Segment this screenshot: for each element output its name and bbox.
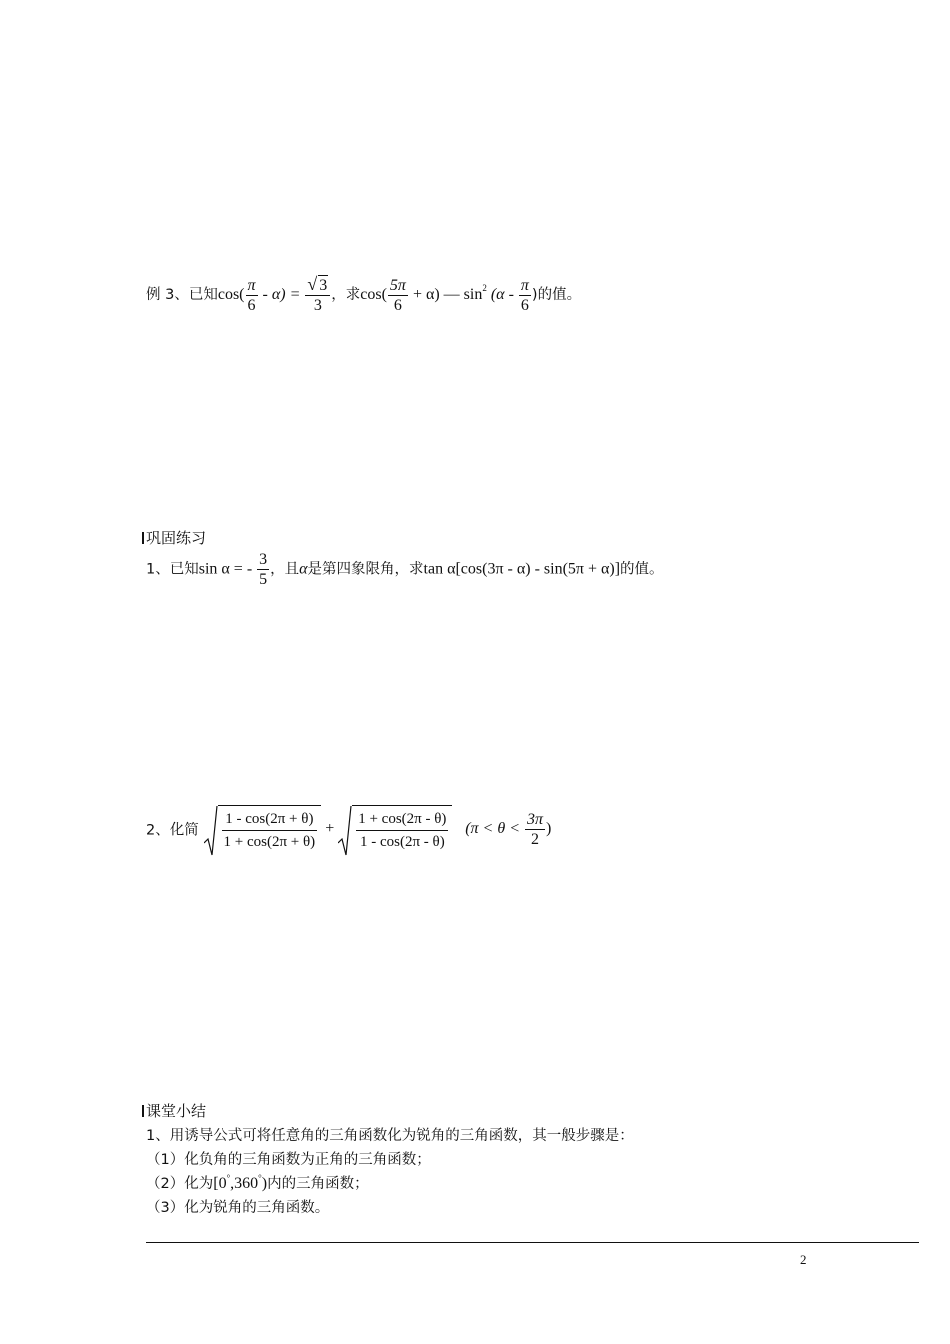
fraction-5pi-over-6: $\frac{5\pi}{6}$ (389, 276, 406, 314)
radical-1 (204, 805, 322, 853)
footer-rule (146, 1242, 919, 1243)
example-3 (146, 275, 581, 315)
summary-step-1: （1）化负角的三角函数为正角的三角函数； (146, 1152, 431, 1168)
cos2-prefix: cos( (360, 286, 387, 303)
sin-exponent: 2 (482, 283, 487, 293)
plus-alpha-sin: + α) — sin (408, 286, 483, 303)
q2-plus: + (321, 820, 339, 837)
practice-title: 巩固练习 (146, 529, 207, 547)
q1-mid: ，且 (270, 561, 300, 578)
fraction-pi-over-6: $\frac{\pi}{6}$ (247, 276, 256, 314)
summary-line-1: 1、用诱导公式可将任意角的三角函数化为锐角的三角函数，其一般步骤是： (146, 1128, 634, 1144)
radical-2-fraction: $\frac{1 + \cos(2\pi - \theta)}{1 - \cos(2\pi - \theta)}$ (356, 808, 448, 853)
q1-expression: tan α[cos(3π - α) - sin(5π + α)] (423, 560, 621, 578)
heading-marker (142, 532, 144, 544)
q2-label: 2、化简 (146, 822, 199, 839)
summary-title: 课堂小结 (146, 1102, 207, 1120)
example-3-tail: )的值。 (531, 287, 582, 303)
q1-mid2: 是第四象限角，求 (307, 561, 424, 578)
cos-prefix: cos( (217, 286, 245, 303)
radical-2 (338, 805, 452, 853)
step-2-suffix: 内的三角函数； (267, 1176, 369, 1192)
step-2-prefix: （2）化为 (146, 1176, 214, 1192)
q1-tail: 的值。 (620, 561, 664, 578)
q1-label: 1、已知 (146, 561, 199, 578)
q2-condition-open: (π < θ < (465, 820, 524, 837)
minus-alpha: - α) = (258, 286, 305, 303)
degree-symbol-2: ° (258, 1173, 262, 1183)
fraction-pi-over-6-b: $\frac{\pi}{6}$ (520, 276, 529, 314)
alpha-minus: (α - (486, 286, 518, 303)
q1-sin: sin α = - (198, 560, 257, 578)
fraction-3pi-over-2: $\frac{3\pi}{2}$ (527, 810, 544, 848)
practice-question-1 (146, 550, 664, 589)
practice-question-2 (146, 805, 551, 853)
radical-sign-icon (204, 805, 218, 857)
page-number: 2 (800, 1252, 807, 1267)
summary-step-2 (146, 1172, 369, 1193)
q1-alpha: α (299, 560, 308, 578)
radical-1-fraction: $\frac{1 - \cos(2\pi + \theta)}{1 + \cos(2\pi + \theta)}$ (222, 808, 318, 853)
heading-marker (142, 1105, 144, 1117)
interval-close: ) (261, 1175, 268, 1192)
example-3-label: 例 3、已知 (146, 287, 218, 303)
practice-heading (142, 527, 206, 548)
interval-open: [0 (213, 1175, 227, 1192)
degree-symbol-1: ° (226, 1173, 231, 1183)
comma-ask: ，求 (331, 287, 361, 303)
fraction-sqrt3-over-3: $\frac{√ 3}{3}$ (305, 275, 330, 315)
fraction-3-over-5: $\frac{3}{5}$ (259, 551, 268, 588)
q2-condition-close: ) (546, 820, 552, 837)
radical-sign-icon (338, 805, 352, 857)
summary-step-3: （3）化为锐角的三角函数。 (146, 1200, 330, 1216)
interval-mid: ,360 (230, 1175, 259, 1192)
summary-heading (142, 1100, 206, 1121)
